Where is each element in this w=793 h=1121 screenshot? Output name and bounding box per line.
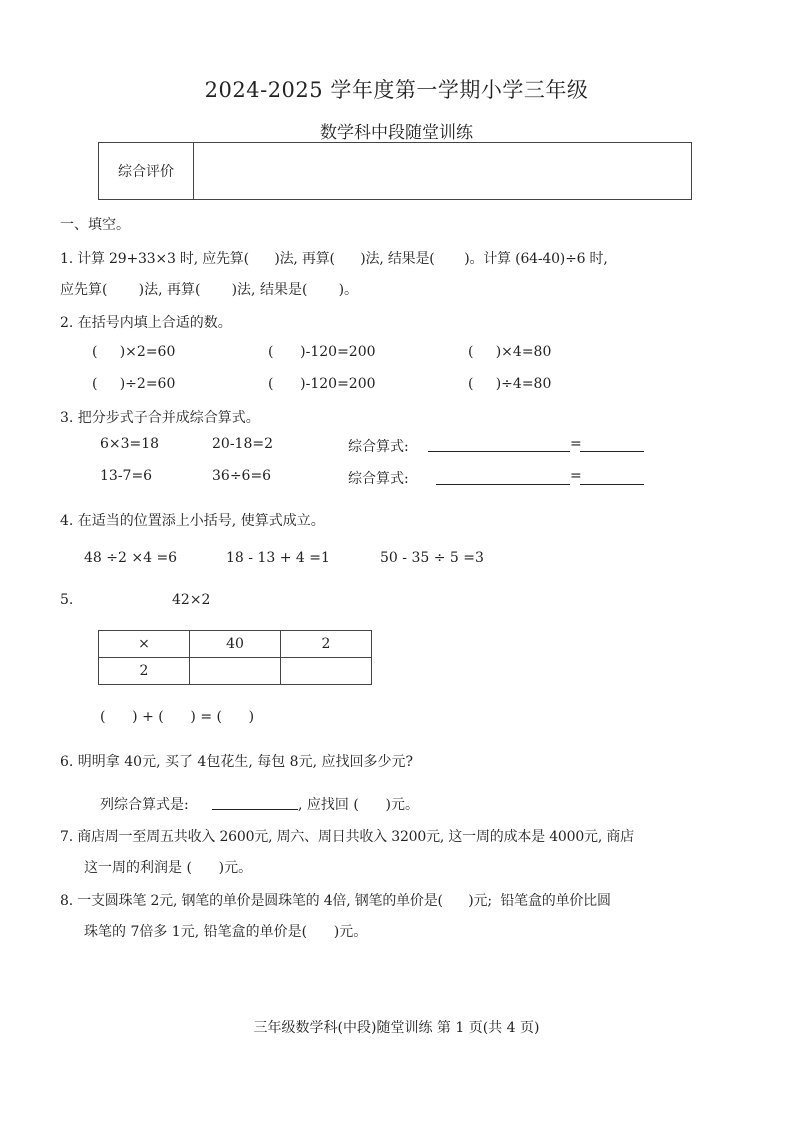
q3-label-2: 综合算式:: [348, 471, 409, 487]
table-cell: 2: [99, 658, 190, 685]
q3-equals-1: =: [570, 436, 582, 452]
q4-expr-3: 50 - 35 ÷ 5 =3: [380, 550, 484, 566]
q3-equals-2: =: [570, 468, 582, 484]
q3-step-a2: 13-7=6: [100, 468, 153, 484]
q2-title: 2. 在括号内填上合适的数。: [60, 315, 232, 331]
q6-text: 6. 明明拿 40元, 买了 4包花生, 每包 8元, 应找回多少元?: [60, 754, 413, 770]
q2-r1c2: ( )-120=200: [268, 344, 376, 360]
table-cell-answer[interactable]: [281, 658, 372, 685]
table-header-cell: 40: [190, 631, 281, 658]
q4-expr-1: 48 ÷2 ×4 =6: [84, 550, 178, 566]
q3-result-line-2[interactable]: [580, 484, 644, 485]
q3-label-1: 综合算式:: [348, 439, 409, 455]
q7-line1: 7. 商店周一至周五共收入 2600元, 周六、周日共收入 3200元, 这一周的成本是 4000元, 商店: [60, 829, 634, 845]
q3-step-b1: 20-18=2: [212, 436, 273, 452]
table-cell-answer[interactable]: [190, 658, 281, 685]
q4-title: 4. 在适当的位置添上小括号, 使算式成立。: [60, 513, 325, 529]
q5-expression: 42×2: [172, 592, 211, 608]
table-header-cell: ×: [99, 631, 190, 658]
page-footer: 三年级数学科(中段)随堂训练 第 1 页(共 4 页): [253, 1020, 540, 1036]
q3-answer-line-2[interactable]: [436, 484, 570, 485]
section-heading: 一、填空。: [60, 217, 130, 233]
q6-answer-suffix: , 应找回 ( )元。: [298, 797, 419, 813]
q1-line1: 1. 计算 29+33×3 时, 应先算( )法, 再算( )法, 结果是( )。计算 (64-40)÷6 时,: [60, 251, 608, 267]
q2-r1c1: ( )×2=60: [92, 344, 176, 360]
q3-step-b2: 36÷6=6: [212, 468, 272, 484]
multiplication-table: [98, 630, 372, 685]
page-title: 2024-2025 学年度第一学期小学三年级: [204, 78, 589, 102]
q7-line2: 这一周的利润是 ( )元。: [84, 860, 253, 876]
q2-r2c1: ( )÷2=60: [92, 376, 176, 392]
q6-answer-label: 列综合算式是:: [100, 797, 189, 813]
evaluation-label: 综合评价: [99, 143, 194, 199]
q3-result-line-1[interactable]: [580, 451, 644, 452]
q4-expr-2: 18 - 13 + 4 =1: [226, 550, 330, 566]
q3-title: 3. 把分步式子合并成综合算式。: [60, 410, 260, 426]
q2-r1c3: ( )×4=80: [468, 344, 552, 360]
q8-line2: 珠笔的 7倍多 1元, 铅笔盒的单价是( )元。: [84, 924, 368, 940]
q8-line1: 8. 一支圆珠笔 2元, 钢笔的单价是圆珠笔的 4倍, 钢笔的单价是( )元; 铅笔盒的单价比圆: [60, 893, 611, 909]
q5-sum: ( ) + ( ) = ( ): [100, 709, 255, 725]
q2-r2c3: ( )÷4=80: [468, 376, 552, 392]
q6-answer-line[interactable]: [212, 809, 298, 810]
q2-r2c2: ( )-120=200: [268, 376, 376, 392]
page-subtitle: 数学科中段随堂训练: [320, 123, 473, 143]
q5-number: 5.: [60, 592, 74, 608]
table-row: [99, 658, 372, 685]
evaluation-box: [98, 142, 692, 200]
q3-answer-line-1[interactable]: [428, 451, 570, 452]
q1-line2: 应先算( )法, 再算( )法, 结果是( )。: [60, 282, 359, 298]
table-row: [99, 631, 372, 658]
table-header-cell: 2: [281, 631, 372, 658]
q3-step-a1: 6×3=18: [100, 436, 160, 452]
